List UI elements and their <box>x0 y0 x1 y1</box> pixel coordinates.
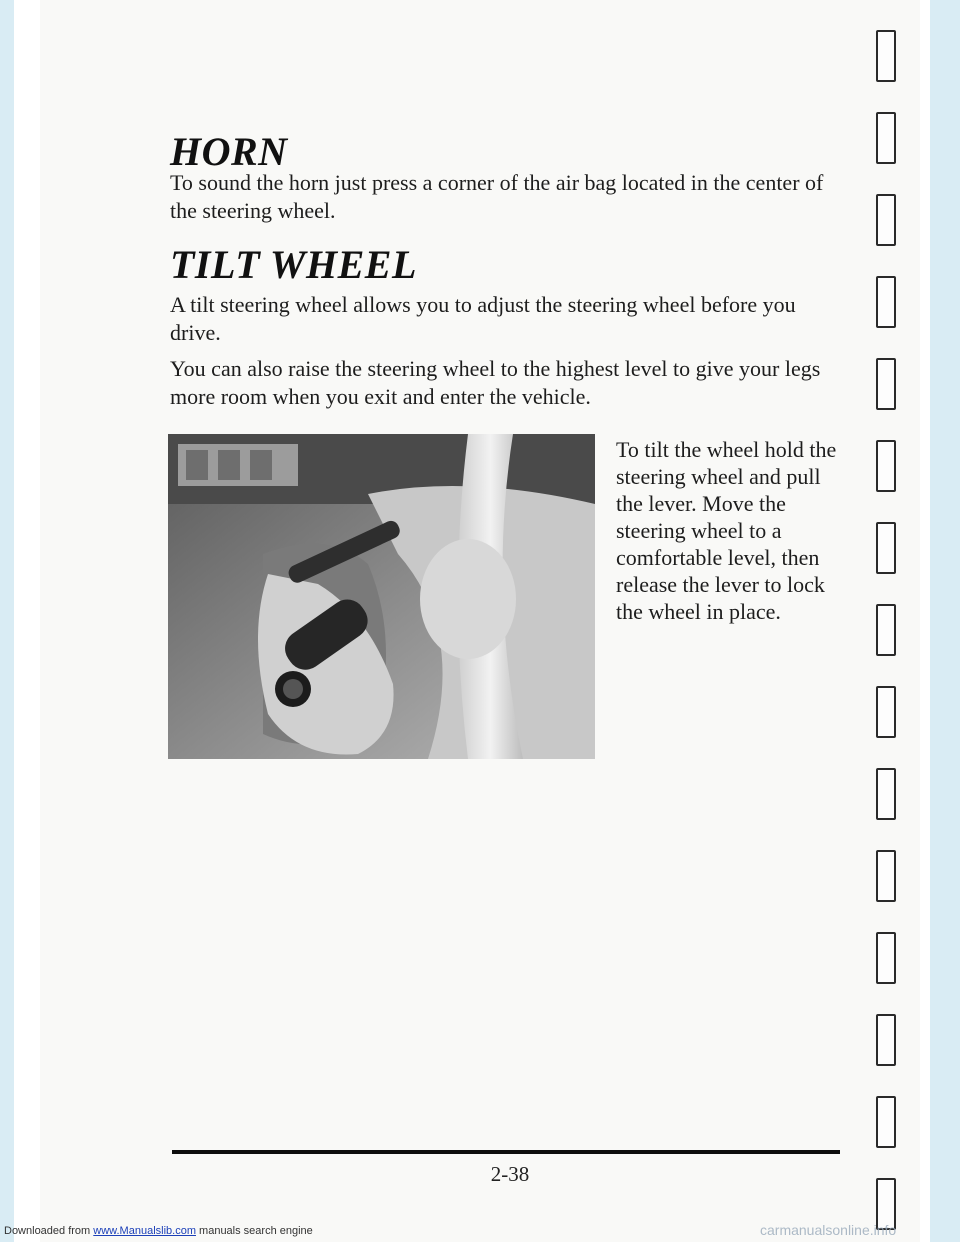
page-number: 2-38 <box>490 1162 530 1186</box>
tilt-lever-illustration <box>168 434 595 759</box>
left-margin-strip <box>0 0 14 1242</box>
watermark-suffix: manuals search engine <box>195 1225 313 1237</box>
download-watermark <box>4 1225 313 1237</box>
footer-rule <box>172 1150 840 1154</box>
index-tab-icon <box>876 768 896 820</box>
index-tab-icon <box>876 850 896 902</box>
tilt-wheel-paragraph-2: You can also raise the steering wheel to the highest level to give your legs more room when you exit and enter the vehicle. <box>170 356 821 409</box>
right-margin-strip <box>930 0 960 1242</box>
tilt-wheel-paragraph-1: A tilt steering wheel allows you to adjust the steering wheel before you drive. <box>170 292 796 345</box>
index-tab-icon <box>876 276 896 328</box>
index-tab-icon <box>876 686 896 738</box>
tilt-lever-photo <box>168 434 595 759</box>
tilt-wheel-heading: TILT WHEEL <box>170 242 417 287</box>
index-tab-icon <box>876 440 896 492</box>
index-tab-icon <box>876 604 896 656</box>
tilt-wheel-caption: To tilt the wheel hold the steering wheel and pull the lever. Move the steering wheel to a comfortable level, then release the lever to lock the wheel in place. <box>616 437 837 624</box>
index-tab-icon <box>876 522 896 574</box>
index-tab-column <box>876 30 900 1230</box>
index-tab-icon <box>876 112 896 164</box>
horn-heading: HORN <box>170 129 288 174</box>
index-tab-icon <box>876 1096 896 1148</box>
index-tab-icon <box>876 30 896 82</box>
carmanuals-watermark: carmanualsonline.info <box>760 1222 897 1238</box>
index-tab-icon <box>876 358 896 410</box>
index-tab-icon <box>876 1014 896 1066</box>
horn-paragraph: To sound the horn just press a corner of the air bag located in the center of the steering wheel. <box>170 170 824 223</box>
index-tab-icon <box>876 194 896 246</box>
index-tab-icon <box>876 932 896 984</box>
manualslib-link[interactable]: www.Manualslib.com <box>93 1225 196 1237</box>
watermark-prefix: Downloaded from <box>4 1225 94 1237</box>
